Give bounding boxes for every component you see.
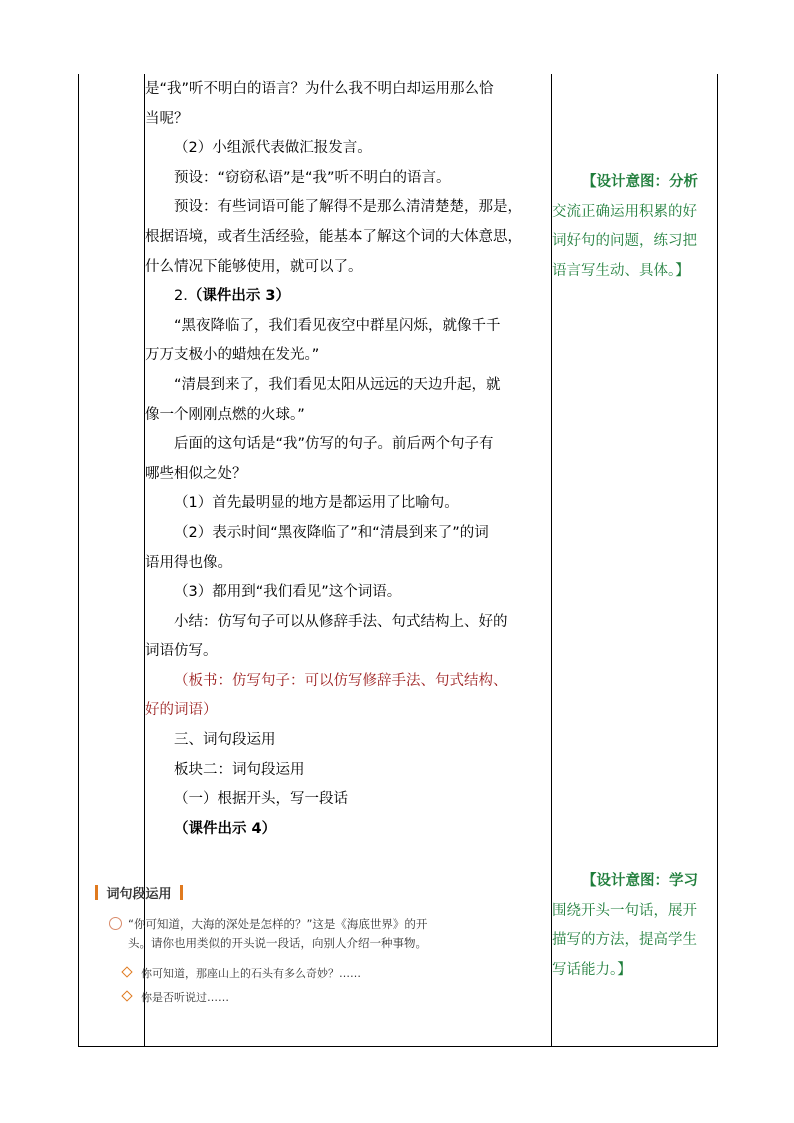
text-line: 词语仿写。 xyxy=(145,643,218,660)
courseware-slide-image xyxy=(95,879,471,1011)
text-line: 像一个刚刚点燃的火球。” xyxy=(145,406,305,423)
text-line: （2）表示时间“黑夜降临了”和“清晨到来了”的词 xyxy=(174,524,489,541)
item-number: 2. xyxy=(174,288,188,305)
text-line: “黑夜降临了，我们看见夜空中群星闪烁，就像千千 xyxy=(174,317,501,334)
slide-prompt: “你可知道，大海的深处是怎样的？”这是《海底世界》的开 头。请你也用类似的开头说一段话，向别人介绍一种事物。 xyxy=(109,915,469,953)
text-line: 万万支极小的蜡烛在发光。” xyxy=(145,347,320,364)
title-bar-right xyxy=(180,885,183,900)
diamond-bullet-icon xyxy=(121,990,132,1001)
courseware-note: （课件出示 4） xyxy=(174,820,277,837)
text-line: 什么情况下能够使用，就可以了。 xyxy=(145,258,363,275)
text-line: 小结：仿写句子可以从修辞手法、句式结构上、好的 xyxy=(174,613,508,630)
text-line: 当呢？ xyxy=(145,110,189,127)
text-line: 是“我”听不明白的语言？为什么我不明白却运用那么恰 xyxy=(145,81,494,97)
design-intent-2: 【设计意图：学习 围绕开头一句话，展开 描写的方法，提高学生 写话能力。】 xyxy=(552,873,698,978)
design-intent-1: 【设计意图：分析 交流正确运用积累的好 词好句的问题，练习把 语言写生动、具体。】 xyxy=(552,174,698,279)
courseware-note: （课件出示 3） xyxy=(187,288,290,305)
text-line: （1）首先最明显的地方是都运用了比喻句。 xyxy=(174,495,459,512)
diamond-bullet-icon xyxy=(121,966,132,977)
slide-title: 词句段运用 xyxy=(95,883,183,902)
slide-option: 你是否听说过…… xyxy=(123,989,229,1005)
text-line: （一）根据开头，写一段话 xyxy=(174,791,348,808)
blackboard-note: （板书：仿写句子：可以仿写修辞手法、句式结构、 xyxy=(174,672,508,689)
section-heading: 板块二：词句段运用 xyxy=(174,761,305,778)
text-line: 根据语境，或者生活经验，能基本了解这个词的大体意思， xyxy=(145,228,522,245)
title-bar-left xyxy=(95,885,98,900)
text-line: 后面的这句话是“我”仿写的句子。前后两个句子有 xyxy=(174,436,494,453)
blackboard-note: 好的词语） xyxy=(145,702,218,719)
text-line: 哪些相似之处？ xyxy=(145,465,247,482)
text-line: （2）小组派代表做汇报发言。 xyxy=(174,140,372,157)
section-heading: 三、词句段运用 xyxy=(174,732,276,749)
teaching-process-column xyxy=(145,74,551,844)
text-line: “清晨到来了，我们看见太阳从远远的天边升起，就 xyxy=(174,376,501,393)
text-line: 语用得也像。 xyxy=(145,554,232,571)
section-heading xyxy=(145,282,551,312)
lesson-table xyxy=(78,74,718,1047)
seal-icon xyxy=(109,917,122,930)
text-line: （3）都用到“我们看见”这个词语。 xyxy=(174,584,402,601)
slide-option: 你可知道，那座山上的石头有多么奇妙？…… xyxy=(123,965,361,981)
text-line: 预设：有些词语可能了解得不是那么清清楚楚，那是， xyxy=(174,199,522,216)
text-line: 预设：“窃窃私语”是“我”听不明白的语言。 xyxy=(174,169,451,186)
